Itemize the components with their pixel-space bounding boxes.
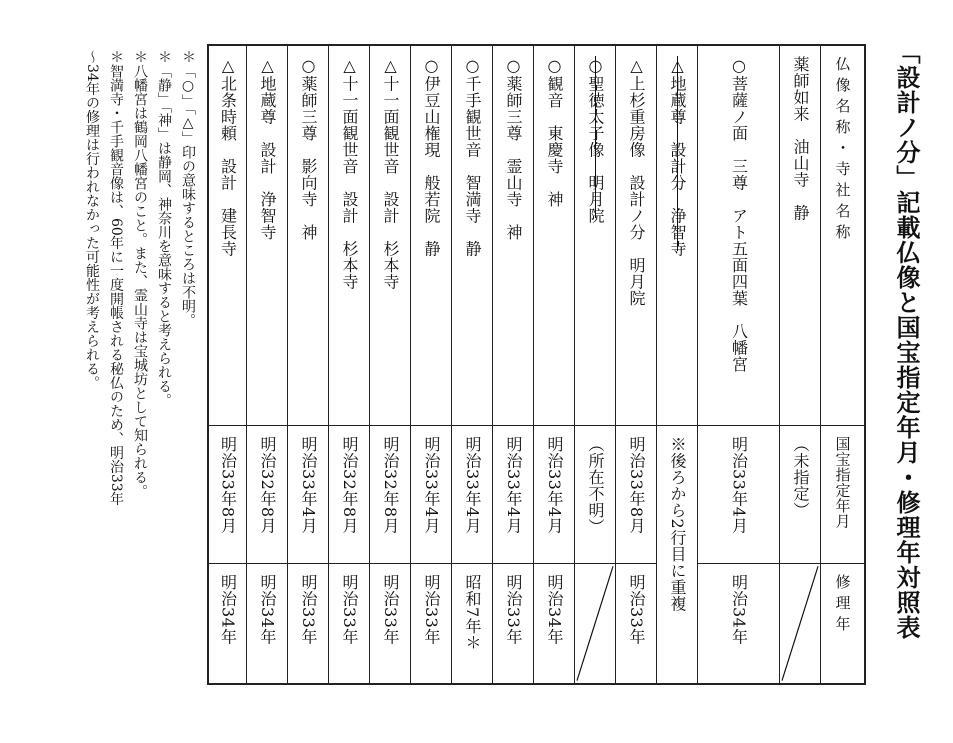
row-repair: 明治34年 (258, 574, 277, 645)
row-name: △北条時頼 設計 建長寺 (218, 56, 238, 257)
row-repair: 明治34年 (218, 574, 238, 645)
page-title: 「設計ノ分」記載仏像と国宝指定年月・修理年対照表 (892, 40, 920, 640)
row-designation: 明治32年8月 (340, 436, 359, 535)
table-row (574, 46, 615, 683)
table-row (697, 46, 779, 683)
row-name: △地蔵尊 設計 浄智寺 (258, 56, 277, 241)
row-repair: 昭和7年＊ (463, 574, 482, 651)
row-designation: 明治33年4月 (422, 436, 441, 535)
row-name: △十一面観世音 設計 杉本寺 (381, 56, 400, 290)
table-row (656, 46, 697, 683)
table-header (820, 46, 864, 683)
footnote: ＊智満寺・千手観音像は、60年に一度開帳される秘仏のため、明治33年 (108, 50, 124, 506)
header-name: 仏像名称・寺社名称 (833, 56, 852, 245)
footnote: ＊「○」「△」印の意味するところは不明。 (180, 50, 196, 327)
row-name: ○薬師三尊 影向寺 神 (299, 56, 318, 241)
table-row (451, 46, 492, 683)
row-name: △上杉重房像 設計ノ分 明月院 (627, 56, 646, 307)
row-repair: 明治33年 (504, 574, 523, 645)
row-name: △地蔵尊 設計分 浄智寺 (668, 56, 687, 257)
row-designation: 明治33年8月 (218, 436, 238, 535)
empty-diagonal (780, 564, 820, 683)
row-designation: 明治33年4月 (299, 436, 318, 535)
footnote: ＊八幡宮は鶴岡八幡宮のこと。また、霊山寺は宝城坊として知られる。 (132, 50, 148, 498)
table-row (615, 46, 656, 683)
row-name: 薬師如来 油山寺 静 (791, 56, 810, 221)
row-repair: 明治33年 (340, 574, 359, 645)
table-row (492, 46, 533, 683)
header-repair: 修理年 (833, 574, 852, 637)
table-row (328, 46, 369, 683)
row-designation: 明治33年8月 (627, 436, 646, 535)
row-designation: 明治33年4月 (504, 436, 523, 535)
row-repair: 明治33年 (422, 574, 441, 645)
row-name: ○薬師三尊 霊山寺 神 (504, 56, 523, 241)
table-row (287, 46, 328, 683)
row-designation: （未指定） (791, 436, 810, 519)
header-designation: 国宝指定年月 (833, 436, 852, 529)
comparison-table (207, 44, 866, 685)
row-name: ○千手観世音 智満寺 静 (463, 56, 482, 257)
table-row (533, 46, 574, 683)
table-row (246, 46, 287, 683)
row-name: ○菩薩ノ面 三尊 アト五面四葉 八幡宮 (729, 56, 749, 373)
row-repair: 明治34年 (545, 574, 564, 645)
row-designation: 明治32年8月 (381, 436, 400, 535)
row-repair: 明治33年 (299, 574, 318, 645)
row-designation: 明治33年4月 (545, 436, 564, 535)
table-row (369, 46, 410, 683)
row-name: △十一面観世音 設計 杉本寺 (340, 56, 359, 290)
table-row (209, 46, 246, 683)
row-designation: （所在不明） (586, 436, 605, 535)
footnote: ～34年の修理は行われなかった可能性が考えられる。 (84, 50, 100, 390)
table-row (779, 46, 820, 683)
row-designation: ※後ろから2行目に重複 (668, 436, 687, 612)
footnotes (70, 50, 200, 670)
row-repair: 明治33年 (381, 574, 400, 645)
row-name: ○聖徳太子像 明月院 (586, 56, 605, 224)
row-designation: 明治33年4月 (729, 436, 749, 535)
row-designation: 明治32年8月 (258, 436, 277, 535)
empty-diagonal (575, 564, 615, 683)
row-name: ○伊豆山権現 般若院 静 (422, 56, 441, 257)
row-repair: 明治33年 (627, 574, 646, 645)
row-name: ○観音 東慶寺 神 (545, 56, 564, 208)
table-row (410, 46, 451, 683)
row-designation: 明治33年4月 (463, 436, 482, 535)
row-repair: 明治34年 (729, 574, 749, 645)
footnote: ＊「静」「神」は静岡、神奈川を意味すると考えられる。 (156, 50, 172, 407)
